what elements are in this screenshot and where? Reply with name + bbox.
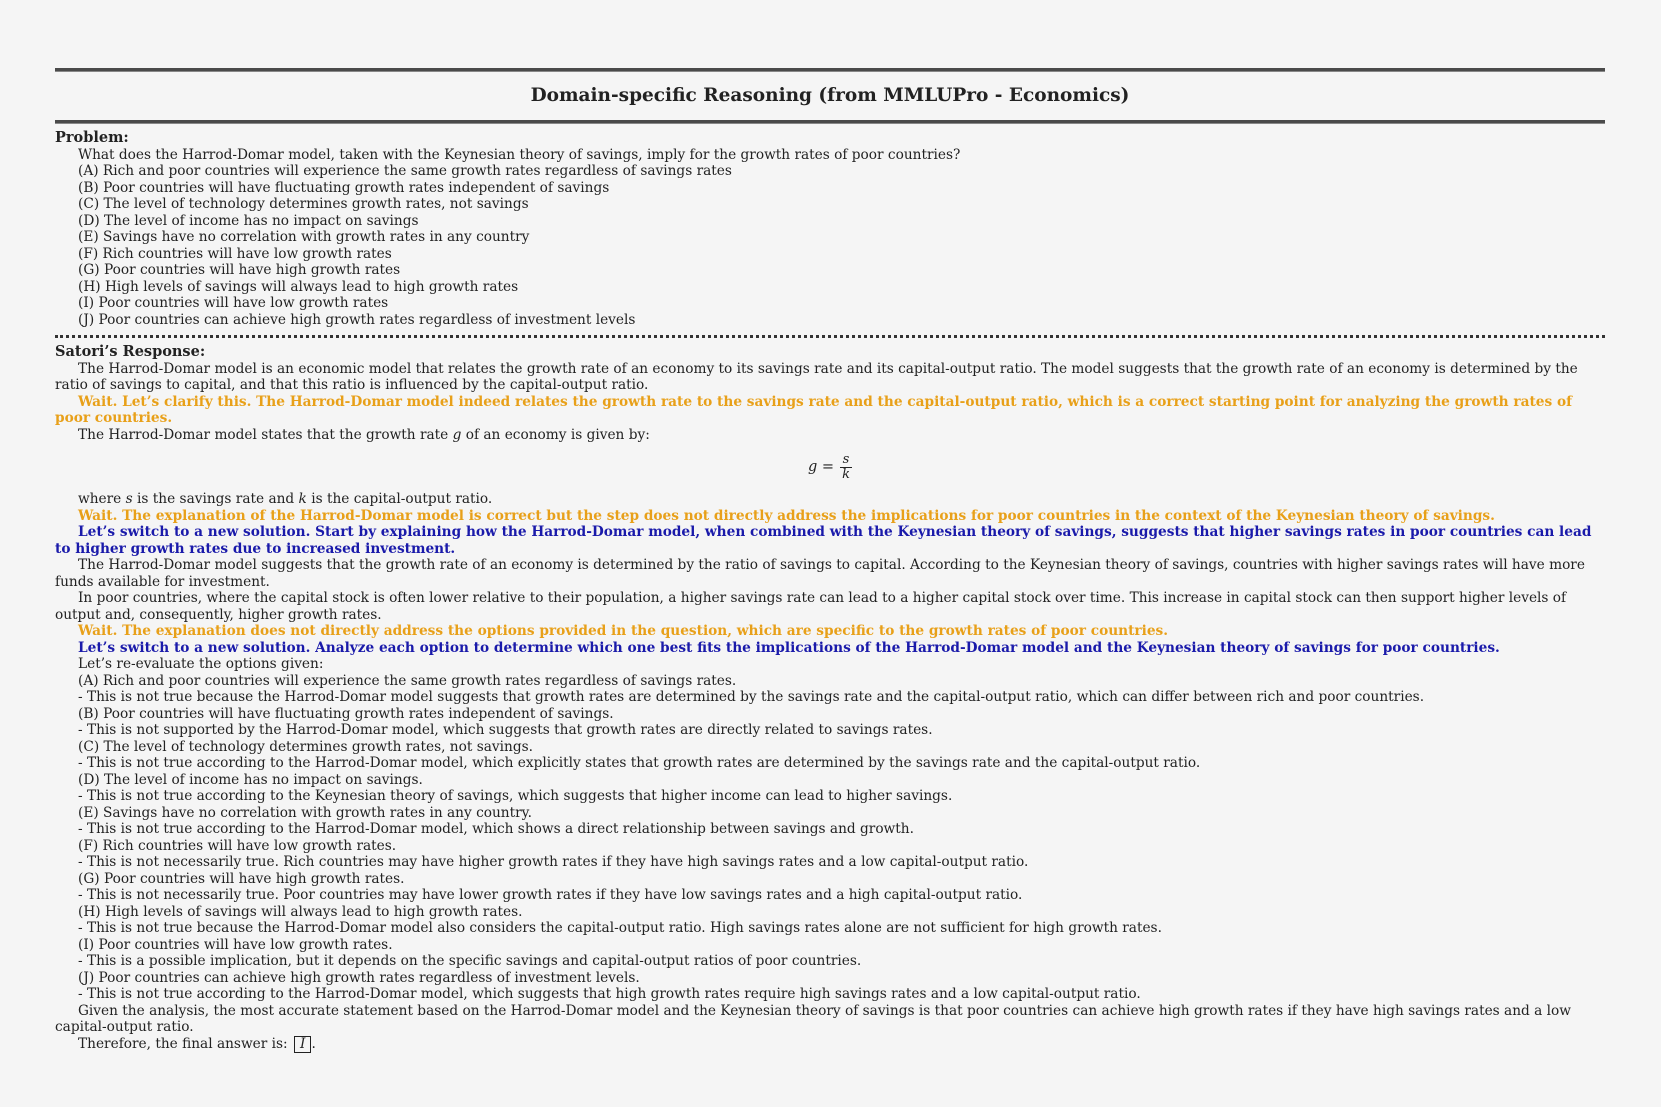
evaluation-line: - This is not true according to the Harrod-Domar model, which explicitly states that growth rates are determined by the savings rate and the capital-output ratio. bbox=[78, 755, 1201, 771]
final-answer-box: I bbox=[294, 1036, 311, 1053]
response-paragraph: Let’s re-evaluate the options given: bbox=[78, 656, 324, 672]
problem-option: (A) Rich and poor countries will experience the same growth rates regardless of savings rates bbox=[78, 163, 732, 179]
problem-option: (G) Poor countries will have high growth rates bbox=[78, 262, 401, 278]
growth-formula bbox=[55, 443, 1605, 491]
text-span: is the capital-output ratio. bbox=[306, 491, 493, 507]
section-divider bbox=[55, 335, 1605, 338]
evaluation-line: (I) Poor countries will have low growth rates. bbox=[78, 936, 393, 953]
evaluation-line: (H) High levels of savings will always lead to high growth rates. bbox=[78, 903, 523, 920]
evaluation-line: - This is not necessarily true. Rich countries may have higher growth rates if they have high savings rates and a low capital-output ratio. bbox=[78, 854, 1029, 870]
problem-option: (J) Poor countries can achieve high growth rates regardless of investment levels bbox=[78, 311, 636, 328]
response-paragraph: The Harrod-Domar model is an economic model that relates the growth rate of an economy to its savings rate and its capital-output ratio. The model suggests that the growth rate of an economy is determined by the ratio of savings to capital, and that this ratio is influenced by the capital-output ratio. bbox=[55, 360, 1578, 393]
conclusion-paragraph: Given the analysis, the most accurate statement based on the Harrod-Domar model and the Keynesian theory of savings is that poor countries can achieve high growth rates if they have high savings rates and a low capital-output ratio. bbox=[55, 1002, 1571, 1035]
evaluation-line: - This is not supported by the Harrod-Domar model, which suggests that growth rates are directly related to savings rates. bbox=[78, 722, 933, 738]
evaluation-line: - This is not true according to the Harrod-Domar model, which shows a direct relationship between savings and growth. bbox=[78, 821, 914, 837]
math-variable: s bbox=[125, 491, 133, 507]
switch-solution: Let’s switch to a new solution. Analyze each option to determine which one best fits the implications of the Harrod-Domar model and the Keynesian theory of savings for poor countries. bbox=[78, 639, 1500, 656]
evaluation-line: (J) Poor countries can achieve high growth rates regardless of investment levels. bbox=[78, 969, 640, 986]
response-paragraph: The Harrod-Domar model suggests that the growth rate of an economy is determined by the ratio of savings to capital. According to the Keynesian theory of savings, countries with higher savings rates will have more funds available for investment. bbox=[55, 557, 1585, 590]
problem-question: What does the Harrod-Domar model, taken with the Keynesian theory of savings, imply for the growth rates of poor countries? bbox=[78, 146, 961, 163]
response-label: Satori’s Response: bbox=[55, 343, 206, 360]
evaluation-line: (G) Poor countries will have high growth rates. bbox=[78, 870, 405, 887]
evaluation-line: (F) Rich countries will have low growth rates. bbox=[78, 837, 397, 854]
evaluation-line: - This is not true because the Harrod-Domar model suggests that growth rates are determined by the savings rate and the capital-output ratio, which can differ between rich and poor countries. bbox=[78, 689, 1425, 705]
evaluation-line: - This is not necessarily true. Poor countries may have lower growth rates if they have low savings rates and a high capital-output ratio. bbox=[78, 887, 1023, 903]
final-answer-line bbox=[55, 1036, 1605, 1053]
paper-content bbox=[55, 68, 1605, 1053]
response-paragraph bbox=[55, 427, 1605, 444]
formula-fraction bbox=[840, 453, 852, 482]
evaluation-line: (D) The level of income has no impact on savings. bbox=[78, 771, 423, 788]
evaluation-line: (E) Savings have no correlation with growth rates in any country. bbox=[78, 804, 532, 821]
evaluation-line: (C) The level of technology determines growth rates, not savings. bbox=[78, 738, 533, 755]
title-bottom-rule bbox=[55, 120, 1605, 124]
evaluation-line: (B) Poor countries will have fluctuating growth rates independent of savings. bbox=[78, 705, 614, 722]
problem-option: (F) Rich countries will have low growth rates bbox=[78, 245, 392, 262]
text-span: The Harrod-Domar model states that the growth rate bbox=[78, 426, 453, 443]
problem-option: (C) The level of technology determines growth rates, not savings bbox=[78, 196, 529, 212]
formula-lhs: g = bbox=[807, 459, 835, 475]
math-variable: k bbox=[298, 491, 307, 507]
wait-reflection: Wait. The explanation does not directly address the options provided in the question, which are specific to the growth rates of poor countries. bbox=[78, 623, 1169, 639]
problem-option: (I) Poor countries will have low growth rates bbox=[78, 295, 389, 311]
wait-reflection: Wait. Let’s clarify this. The Harrod-Domar model indeed relates the growth rate to the savings rate and the capital-output ratio, which is a correct starting point for analyzing the growth rates of poor countries. bbox=[55, 393, 1572, 426]
formula-denominator: k bbox=[842, 466, 850, 482]
page-title: Domain-specific Reasoning (from MMLUPro - Economics) bbox=[530, 85, 1130, 106]
switch-solution: Let’s switch to a new solution. Start by explaining how the Harrod-Domar model, when combined with the Keynesian theory of savings, suggests that higher savings rates in poor countries can lead to higher growth rates due to increased investment. bbox=[55, 524, 1592, 557]
evaluation-line: - This is not true according to the Keynesian theory of savings, which suggests that higher income can lead to higher savings. bbox=[78, 788, 953, 804]
text-span: Therefore, the final answer is: bbox=[78, 1035, 293, 1052]
text-span: . bbox=[311, 1035, 316, 1052]
top-rule bbox=[55, 68, 1605, 72]
evaluation-line: (A) Rich and poor countries will experience the same growth rates regardless of savings rates. bbox=[78, 672, 737, 689]
problem-option: (E) Savings have no correlation with growth rates in any country bbox=[78, 229, 530, 245]
text-span: where bbox=[78, 491, 126, 507]
evaluation-line: - This is not true because the Harrod-Domar model also considers the capital-output ratio. High savings rates alone are not sufficient for high growth rates. bbox=[78, 920, 1162, 936]
problem-option: (H) High levels of savings will always lead to high growth rates bbox=[78, 278, 519, 295]
math-variable: g bbox=[452, 426, 462, 443]
text-span: is the savings rate and bbox=[132, 491, 299, 507]
response-paragraph: In poor countries, where the capital stock is often lower relative to their population, a higher savings rate can lead to a higher capital stock over time. This increase in capital stock can then support higher levels of output and, consequently, higher growth rates. bbox=[55, 590, 1567, 623]
text-span: of an economy is given by: bbox=[461, 426, 650, 443]
problem-label: Problem: bbox=[55, 129, 129, 146]
formula-numerator: s bbox=[842, 451, 850, 467]
wait-reflection: Wait. The explanation of the Harrod-Domar model is correct but the step does not directly address the implications for poor countries in the context of the Keynesian theory of savings. bbox=[78, 507, 1495, 524]
problem-option: (B) Poor countries will have fluctuating growth rates independent of savings bbox=[78, 179, 610, 196]
evaluation-line: - This is not true according to the Harrod-Domar model, which suggests that high growth rates require high savings rates and a low capital-output ratio. bbox=[78, 986, 1141, 1002]
response-paragraph bbox=[55, 491, 1605, 508]
problem-option: (D) The level of income has no impact on savings bbox=[78, 212, 419, 229]
evaluation-line: - This is a possible implication, but it depends on the specific savings and capital-output ratios of poor countries. bbox=[78, 953, 862, 969]
